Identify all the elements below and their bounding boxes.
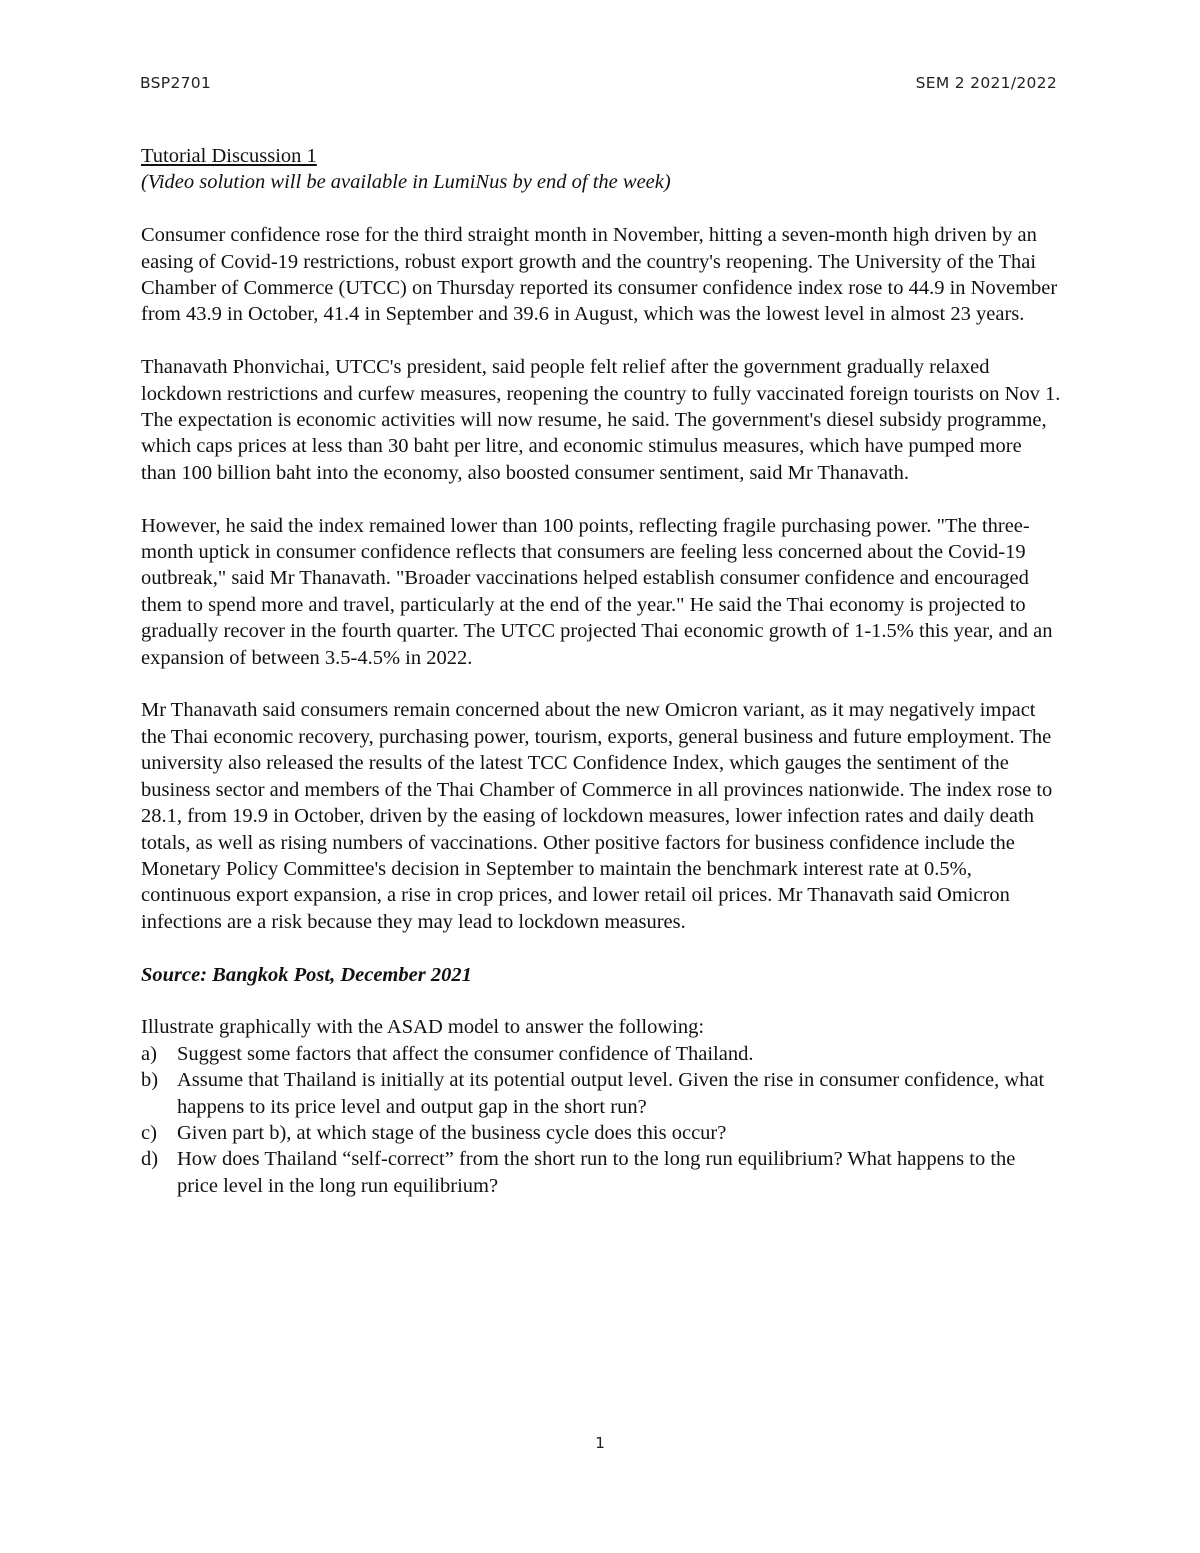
question-list xyxy=(141,1041,1061,1199)
paragraph-4: Mr Thanavath said consumers remain concerned about the new Omicron variant, as it may negatively impact the Thai economic recovery, purchasing power, tourism, exports, general business and future employment. The university also released the results of the latest TCC Confidence Index, which gauges the sentiment of the business sector and members of the Thai Chamber of Commerce in all provinces nationwide. The index rose to 28.1, from 19.9 in October, driven by the easing of lockdown measures, lower infection rates and daily death totals, as well as rising numbers of vaccinations. Other positive factors for business confidence include the Monetary Policy Committee's decision in September to maintain the benchmark interest rate at 0.5%, continuous export expansion, a rise in crop prices, and lower retail oil prices. Mr Thanavath said Omicron infections are a risk because they may lead to lockdown measures. xyxy=(141,699,1053,933)
tutorial-subtitle: (Video solution will be available in LumiNus by end of the week) xyxy=(141,171,671,194)
question-item-a xyxy=(141,1041,1061,1067)
document-body xyxy=(141,143,1061,1199)
question-marker: a) xyxy=(141,1042,157,1065)
question-text: Given part b), at which stage of the business cycle does this occur? xyxy=(177,1121,727,1144)
question-item-d xyxy=(141,1146,1061,1199)
source-citation: Source: Bangkok Post, December 2021 xyxy=(141,963,472,986)
tutorial-title: Tutorial Discussion 1 xyxy=(141,145,317,167)
question-marker: d) xyxy=(141,1148,159,1171)
question-marker: c) xyxy=(141,1121,157,1144)
question-text: How does Thailand “self-correct” from the short run to the long run equilibrium? What happens to the price level in the long run equilibrium? xyxy=(177,1148,1016,1197)
question-marker: b) xyxy=(141,1069,159,1092)
page-number: 1 xyxy=(595,1434,605,1452)
page-header xyxy=(140,74,1057,92)
instruction: Illustrate graphically with the ASAD model to answer the following: xyxy=(141,1016,705,1039)
question-item-b xyxy=(141,1067,1061,1120)
paragraph-3: However, he said the index remained lower than 100 points, reflecting fragile purchasing power. "The three-month uptick in consumer confidence reflects that consumers are feeling less concerned about the Covid-19 outbreak," said Mr Thanavath. "Broader vaccinations helped establish consumer confidence and encouraged them to spend more and travel, particularly at the end of the year." He said the Thai economy is projected to gradually recover in the fourth quarter. The UTCC projected Thai economic growth of 1-1.5% this year, and an expansion of between 3.5-4.5% in 2022. xyxy=(141,514,1053,669)
question-item-c xyxy=(141,1120,1061,1146)
question-text: Assume that Thailand is initially at its potential output level. Given the rise in consumer confidence, what happens to its price level and output gap in the short run? xyxy=(177,1069,1045,1118)
paragraph-2: Thanavath Phonvichai, UTCC's president, said people felt relief after the government gradually relaxed lockdown restrictions and curfew measures, reopening the country to fully vaccinated foreign tourists on Nov 1. The expectation is economic activities will now resume, he said. The government's diesel subsidy programme, which caps prices at less than 30 baht per litre, and economic stimulus measures, which have pumped more than 100 billion baht into the economy, also boosted consumer sentiment, said Mr Thanavath. xyxy=(141,356,1061,484)
course-code: BSP2701 xyxy=(140,74,212,92)
paragraph-1: Consumer confidence rose for the third straight month in November, hitting a seven-month high driven by an easing of Covid-19 restrictions, robust export growth and the country's reopening. The University of the Thai Chamber of Commerce (UTCC) on Thursday reported its consumer confidence index rose to 44.9 in November from 43.9 in October, 41.4 in September and 39.6 in August, which was the lowest level in almost 23 years. xyxy=(141,224,1058,326)
question-text: Suggest some factors that affect the consumer confidence of Thailand. xyxy=(177,1042,754,1065)
semester: SEM 2 2021/2022 xyxy=(915,74,1057,92)
